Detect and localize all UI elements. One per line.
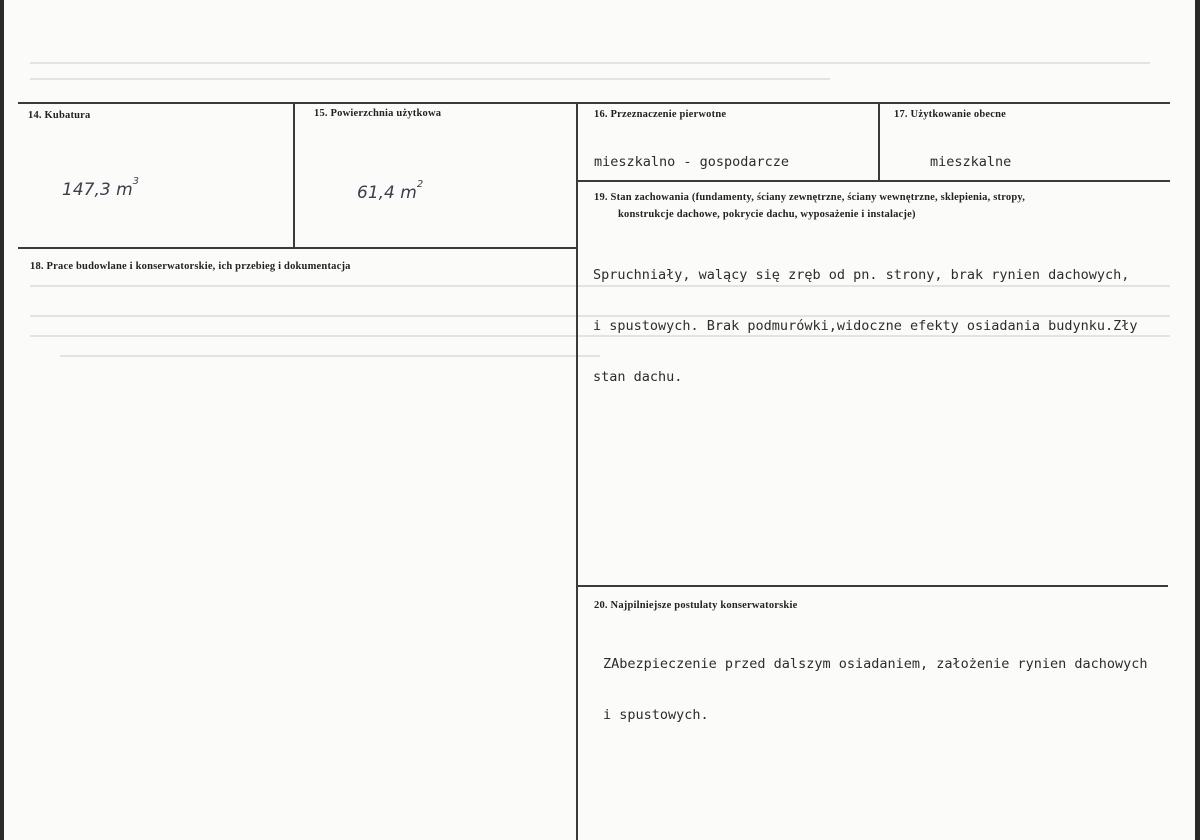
field-14-value-text: 147,3 m — [62, 180, 133, 200]
card-right-edge — [1195, 0, 1200, 840]
field-20-label: 20. Najpilniejsze postulaty konserwatorskie — [594, 600, 798, 611]
show-through-line — [30, 78, 830, 80]
divider-16-17 — [878, 102, 880, 182]
field-15-label: 15. Powierzchnia użytkowa — [314, 108, 442, 119]
field-17-label: 17. Użytkowanie obecne — [894, 109, 1007, 120]
field-15-unit-exponent: 2 — [416, 179, 424, 191]
field-19-value-line-3: stan dachu. — [593, 369, 683, 385]
field-19-value-line-1: Spruchniały, walący się zręb od pn. strony, brak rynien dachowych, — [593, 267, 1130, 283]
show-through-line — [30, 62, 1150, 64]
field-16-value: mieszkalno - gospodarcze — [594, 154, 790, 170]
field-15-value — [357, 179, 424, 203]
field-19-label — [594, 189, 1025, 223]
rule-above-20 — [576, 585, 1168, 587]
field-14-value — [62, 176, 140, 200]
field-14-label: 14. Kubatura — [28, 110, 91, 121]
field-19-value-line-2: i spustowych. Brak podmurówki,widoczne efekty osiadania budynku.Zły — [593, 318, 1138, 334]
field-20-value — [603, 622, 1148, 758]
field-15-value-text: 61,4 m — [357, 183, 417, 203]
field-20-value-line-1: ZAbezpieczenie przed dalszym osiadaniem, założenie rynien dachowych — [603, 656, 1148, 672]
show-through-line — [60, 355, 600, 357]
field-19-label-line-2: konstrukcje dachowe, pokrycie dachu, wyposażenie i instalacje) — [618, 209, 916, 220]
field-20-value-line-2: i spustowych. — [603, 707, 709, 723]
rule-under-16-17 — [576, 180, 1170, 182]
divider-14-15 — [293, 102, 295, 248]
center-divider — [576, 102, 578, 840]
field-14-unit-exponent: 3 — [132, 176, 140, 188]
field-19-value — [593, 233, 1138, 420]
top-rule — [18, 102, 1170, 104]
card-left-edge — [0, 0, 4, 840]
field-17-value: mieszkalne — [930, 154, 1012, 170]
field-18-label: 18. Prace budowlane i konserwatorskie, ich przebieg i dokumentacja — [30, 261, 351, 272]
field-16-label: 16. Przeznaczenie pierwotne — [594, 109, 727, 120]
rule-under-14-15 — [18, 247, 577, 249]
field-19-label-line-1: 19. Stan zachowania (fundamenty, ściany zewnętrzne, ściany wewnętrzne, sklepienia, stropy, — [594, 192, 1026, 203]
